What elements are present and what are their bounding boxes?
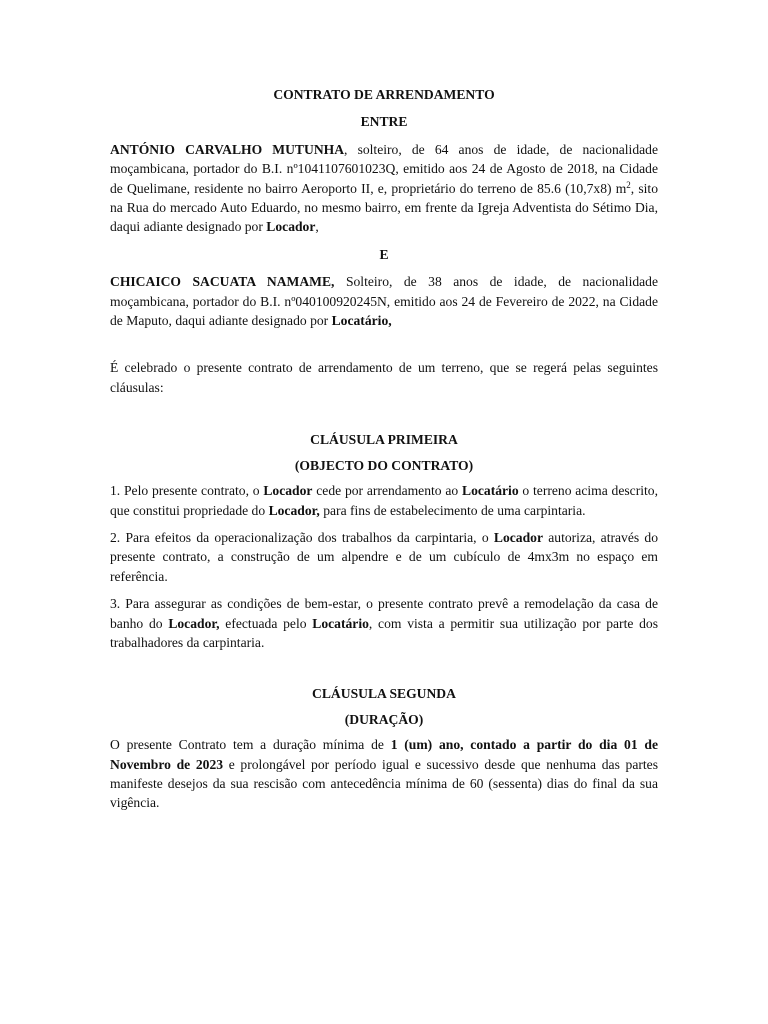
clause1-item2 (110, 528, 658, 586)
between-label: ENTRE (360, 114, 408, 130)
clause2-subheading: (DURAÇÃO) (344, 711, 424, 727)
clause1-item1-text-3: o terreno acima descrito, que constitui propriedade do (110, 483, 658, 518)
party2-paragraph (110, 272, 658, 330)
party2-role: Locatário, (331, 313, 392, 329)
party2-name: CHICAICO SACUATA NAMAME, (110, 274, 335, 290)
clause1-item1-bold-3: Locador, (268, 502, 320, 518)
clause1-item1-bold-2: Locatário (462, 483, 519, 499)
clause1-item1-bold-1: Locador (263, 483, 313, 499)
clause1-item1-text-4: para fins de estabelecimento de uma carpintaria. (319, 502, 586, 518)
party1-role: Locador (266, 219, 316, 235)
clause1-item1 (110, 481, 658, 520)
intro-paragraph: É celebrado o presente contrato de arrendamento de um terreno, que se regerá pelas seguintes cláusulas: (110, 360, 658, 395)
and-label: E (379, 246, 389, 262)
clause1-subheading: (OBJECTO DO CONTRATO) (294, 457, 474, 473)
party1-end: , (315, 219, 319, 235)
clause1-item2-text-1: 2. Para efeitos da operacionalização dos trabalhos da carpintaria, o (110, 529, 494, 545)
clause2-paragraph (110, 735, 658, 813)
party2-text: Solteiro, de 38 anos de idade, de nacionalidade moçambicana, portador do B.I. nº040100920245N, emitido aos 24 de Fevereiro de 2022, na Cidade de Maputo, daqui adiante designado por (110, 274, 659, 329)
clause1-item1-text-1: 1. Pelo presente contrato, o (110, 483, 264, 499)
clause2-heading: CLÁUSULA SEGUNDA (312, 686, 456, 702)
clause1-item3 (110, 594, 658, 652)
clause2-bold-1: 1 (um) ano, contado a partir do dia 01 de Novembro de 2023 (110, 737, 658, 772)
clause1-item3-bold-1: Locador, (168, 615, 220, 631)
contract-title: CONTRATO DE ARRENDAMENTO (273, 87, 495, 102)
party1-name: ANTÓNIO CARVALHO MUTUNHA (110, 141, 345, 157)
party1-text-a: , solteiro, de 64 anos de idade, de nacionalidade moçambicana, portador do B.I. nº1041107601023Q, emitido aos 24 de Agosto de 2018, na Cidade de Quelimane, residente no bairro Aeroporto II, e, proprietário do terreno de 85.6 (10,7x8) m (110, 141, 658, 196)
clause1-item2-text-2: autoriza, através do presente contrato, a construção de um alpendre e de um cubículo de 4mx3m no espaço em referência. (110, 529, 658, 584)
clause1-item3-text-3: , com vista a permitir sua utilização por parte dos trabalhadores da carpintaria. (110, 615, 659, 650)
clause2-text-2: e prolongável por período igual e sucessivo desde que nenhuma das partes manifeste desejos da sua rescisão com antecedência mínima de 60 (sessenta) dias do final da sua vigência. (110, 756, 658, 811)
squared-superscript: 2 (626, 179, 631, 190)
clause1-item3-bold-2: Locatário (312, 615, 369, 631)
clause1-item3-text-2: efectuada pelo (219, 615, 313, 631)
clause1-item1-text-2: cede por arrendamento ao (312, 483, 462, 499)
party1-text-b: , sito na Rua do mercado Auto Eduardo, no mesmo bairro, em frente da Igreja Adventista do Sétimo Dia, daqui adiante designado por (110, 180, 658, 235)
party1-paragraph (110, 140, 658, 237)
clause1-item3-text-1: 3. Para assegurar as condições de bem-estar, o presente contrato prevê a remodelação da casa de banho do (110, 596, 658, 631)
document-body (110, 85, 658, 813)
clause1-item2-bold-1: Locador (493, 529, 543, 545)
clause2-text-1: O presente Contrato tem a duração mínima de (110, 737, 391, 753)
clause1-heading: CLÁUSULA PRIMEIRA (310, 432, 458, 448)
